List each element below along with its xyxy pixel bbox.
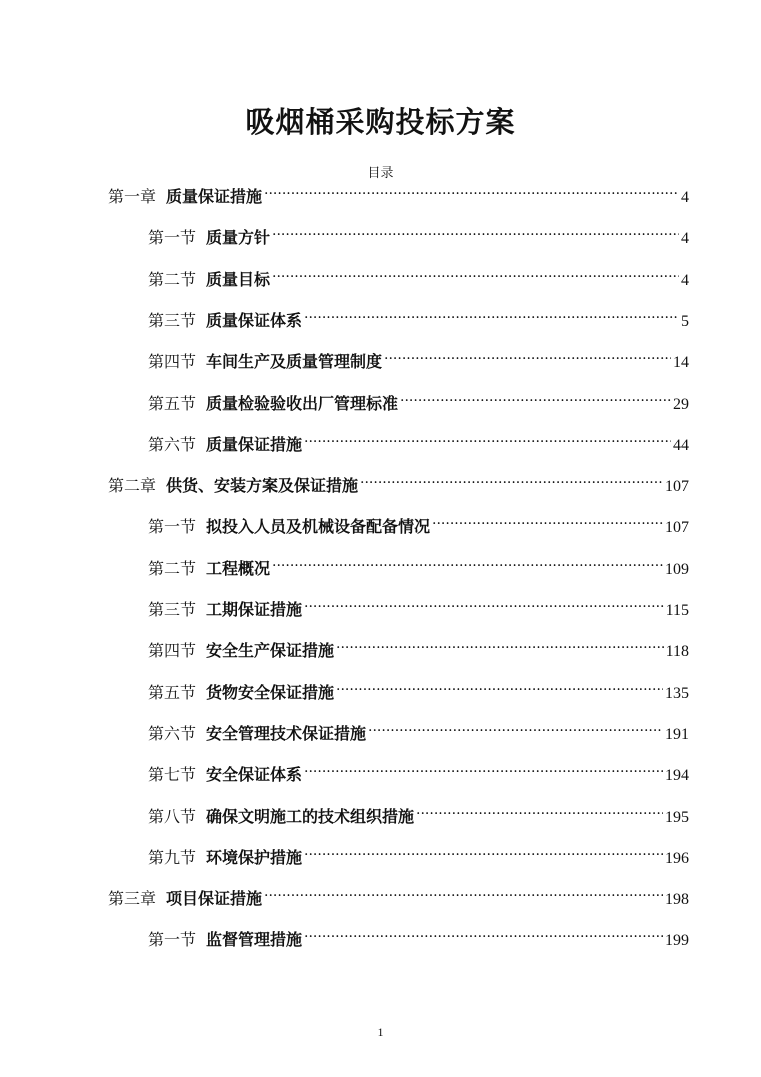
toc-heading: 目录 [367, 166, 394, 181]
toc-entry[interactable] [148, 512, 689, 538]
toc-entry-title: 货物安全保证措施 [206, 683, 335, 702]
toc-dot-leader [360, 471, 663, 491]
toc-entry[interactable] [108, 884, 689, 910]
toc-entry-number: 第四节 [148, 641, 197, 660]
toc-entry-number: 第四节 [148, 352, 197, 371]
toc-entry-page: 115 [665, 602, 689, 619]
toc-entry-number: 第三章 [108, 889, 157, 908]
toc-entry[interactable] [148, 843, 689, 869]
toc-entry-number: 第一节 [148, 228, 197, 247]
toc-entry-page: 196 [665, 850, 689, 867]
toc-entry-number: 第八节 [148, 807, 197, 826]
toc-entry-number: 第二节 [148, 270, 197, 289]
toc-entry-number: 第一节 [148, 517, 197, 536]
toc-dot-leader [264, 884, 663, 904]
toc-entry-title: 质量目标 [206, 270, 271, 289]
toc-dot-leader [272, 265, 679, 285]
toc-entry-title: 质量保证措施 [166, 187, 263, 206]
toc-entry-title: 拟投入人员及机械设备配备情况 [206, 517, 431, 536]
toc-entry[interactable] [148, 389, 689, 415]
toc-entry[interactable] [108, 182, 689, 208]
toc-entry-title: 安全保证体系 [206, 765, 303, 784]
toc-dot-leader [304, 925, 663, 945]
toc-entry-page: 4 [681, 272, 689, 289]
toc-entry-number: 第三节 [148, 600, 197, 619]
toc-dot-leader [336, 636, 664, 656]
toc-entry-page: 195 [665, 809, 689, 826]
toc-entry-number: 第五节 [148, 683, 197, 702]
toc-entry[interactable] [148, 223, 689, 249]
toc-entry-page: 5 [681, 313, 689, 330]
toc-entry-title: 监督管理措施 [206, 930, 303, 949]
toc-entry-title: 环境保护措施 [206, 848, 303, 867]
toc-entry-page: 135 [665, 685, 689, 702]
toc-dot-leader [304, 843, 663, 863]
toc-entry-title: 项目保证措施 [166, 889, 263, 908]
toc-entry-title: 质量方针 [206, 228, 271, 247]
toc-entry-page: 109 [665, 561, 689, 578]
toc-entry-number: 第九节 [148, 848, 197, 867]
toc-entry-title: 安全管理技术保证措施 [206, 724, 367, 743]
toc-dot-leader [400, 389, 671, 409]
toc-entry[interactable] [148, 636, 689, 662]
toc-entry-title: 质量检验验收出厂管理标准 [206, 394, 399, 413]
toc-entry-title: 质量保证体系 [206, 311, 303, 330]
toc-entry-title: 车间生产及质量管理制度 [206, 352, 383, 371]
toc-entry[interactable] [148, 925, 689, 951]
toc-entry[interactable] [148, 554, 689, 580]
toc-dot-leader [304, 595, 664, 615]
toc-dot-leader [368, 719, 663, 739]
toc-entry-number: 第五节 [148, 394, 197, 413]
toc-dot-leader [304, 760, 663, 780]
toc-entry[interactable] [148, 678, 689, 704]
toc-entry-number: 第六节 [148, 435, 197, 454]
toc-entry-title: 安全生产保证措施 [206, 641, 335, 660]
toc-entry-page: 118 [665, 643, 689, 660]
toc-entry[interactable] [148, 430, 689, 456]
toc-entry-title: 供货、安装方案及保证措施 [166, 476, 359, 495]
toc-entry-page: 194 [665, 767, 689, 784]
toc-dot-leader [304, 430, 671, 450]
toc-entry-title: 确保文明施工的技术组织措施 [206, 807, 415, 826]
toc-entry-page: 4 [681, 189, 689, 206]
toc-dot-leader [416, 802, 663, 822]
document-title: 吸烟桶采购投标方案 [245, 105, 516, 139]
toc-entry-page: 107 [665, 519, 689, 536]
toc-entry[interactable] [148, 265, 689, 291]
toc-entry-page: 191 [665, 726, 689, 743]
toc-entry[interactable] [148, 719, 689, 745]
toc-dot-leader [272, 223, 679, 243]
page-number: 1 [377, 1025, 384, 1039]
toc-dot-leader [304, 306, 679, 326]
toc-dot-leader [264, 182, 679, 202]
toc-entry[interactable] [148, 306, 689, 332]
toc-entry[interactable] [148, 595, 689, 621]
toc-entry-page: 29 [673, 396, 689, 413]
toc-entry-number: 第七节 [148, 765, 197, 784]
toc-entry-page: 198 [665, 891, 689, 908]
toc-entry-number: 第三节 [148, 311, 197, 330]
toc-entry-title: 质量保证措施 [206, 435, 303, 454]
toc-entry-number: 第二章 [108, 476, 157, 495]
toc-entry-page: 199 [665, 932, 689, 949]
toc-dot-leader [272, 554, 663, 574]
toc-entry[interactable] [148, 802, 689, 828]
toc-entry[interactable] [148, 760, 689, 786]
toc-entry-number: 第二节 [148, 559, 197, 578]
toc-entry-page: 44 [673, 437, 689, 454]
toc-entry-page: 14 [673, 354, 689, 371]
toc-entry[interactable] [148, 347, 689, 373]
toc-entry-title: 工期保证措施 [206, 600, 303, 619]
toc-entry-page: 4 [681, 230, 689, 247]
toc-dot-leader [336, 678, 663, 698]
toc-entry[interactable] [108, 471, 689, 497]
toc-entry-number: 第一章 [108, 187, 157, 206]
toc-entry-title: 工程概况 [206, 559, 271, 578]
toc-entry-number: 第一节 [148, 930, 197, 949]
toc-dot-leader [384, 347, 671, 367]
toc-entry-number: 第六节 [148, 724, 197, 743]
toc-dot-leader [432, 512, 663, 532]
toc-entry-page: 107 [665, 478, 689, 495]
